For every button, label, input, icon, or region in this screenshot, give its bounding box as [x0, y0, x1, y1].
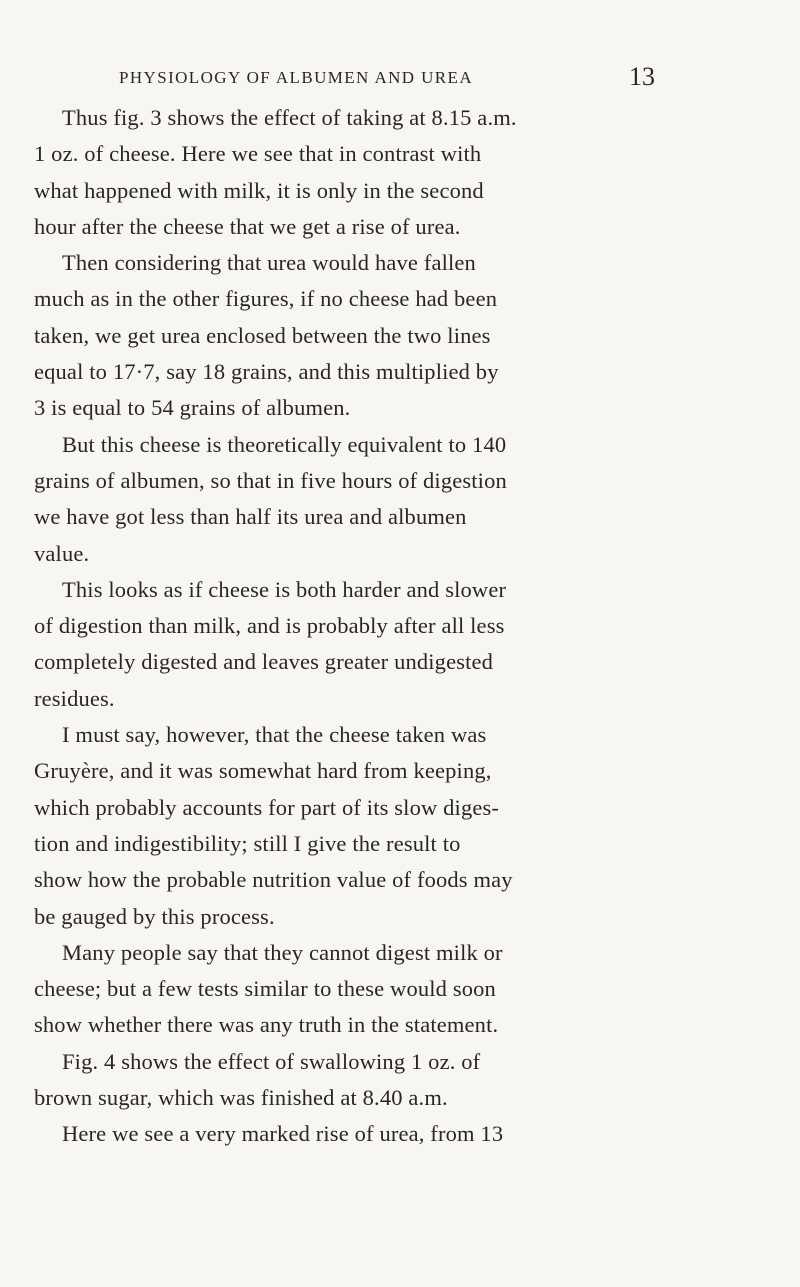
text-line: 1 oz. of cheese. Here we see that in contrast with	[34, 141, 482, 167]
text-line: show how the probable nutrition value of foods may	[34, 867, 513, 893]
text-line: 3 is equal to 54 grains of albumen.	[34, 395, 351, 421]
text-line: But this cheese is theoretically equivalent to 140	[62, 431, 507, 457]
text-line: brown sugar, which was finished at 8.40 a.m.	[34, 1085, 448, 1111]
text-line: Fig. 4 shows the effect of swallowing 1 oz. of	[62, 1048, 481, 1074]
text-line: residues.	[34, 685, 115, 711]
text-line: of digestion than milk, and is probably after all less	[34, 613, 505, 639]
text-line: Here we see a very marked rise of urea, from 13	[62, 1121, 504, 1147]
text-line: value.	[34, 540, 90, 566]
text-line: This looks as if cheese is both harder and slower	[62, 576, 507, 602]
text-line: much as in the other figures, if no cheese had been	[34, 286, 498, 312]
text-line: be gauged by this process.	[34, 903, 275, 929]
text-line: completely digested and leaves greater undigested	[34, 649, 494, 675]
text-line: Thus fig. 3 shows the effect of taking at 8.15 a.m.	[62, 105, 517, 130]
body-text	[34, 100, 674, 1153]
text-line: grains of albumen, so that in five hours of digestion	[34, 467, 507, 493]
text-line: Then considering that urea would have fallen	[62, 250, 476, 276]
page-number: 13	[629, 62, 655, 91]
text-line: what happened with milk, it is only in the second	[34, 177, 484, 203]
text-line: taken, we get urea enclosed between the two lines	[34, 322, 491, 348]
text-line: Gruyère, and it was somewhat hard from keeping,	[34, 758, 492, 784]
text-line: we have got less than half its urea and albumen	[34, 504, 467, 530]
text-line: which probably accounts for part of its slow diges-	[34, 794, 500, 820]
text-line: I must say, however, that the cheese taken was	[62, 722, 487, 748]
page-header	[95, 62, 655, 102]
text-line: cheese; but a few tests similar to these would soon	[34, 976, 496, 1002]
text-line: hour after the cheese that we get a rise of urea.	[34, 213, 461, 239]
text-line: equal to 17·7, say 18 grains, and this multiplied by	[34, 359, 499, 385]
text-line: Many people say that they cannot digest milk or	[62, 939, 503, 965]
running-title: PHYSIOLOGY OF ALBUMEN AND UREA	[119, 68, 474, 87]
text-line: show whether there was any truth in the statement.	[34, 1012, 499, 1038]
text-line: tion and indigestibility; still I give the result to	[34, 830, 461, 856]
